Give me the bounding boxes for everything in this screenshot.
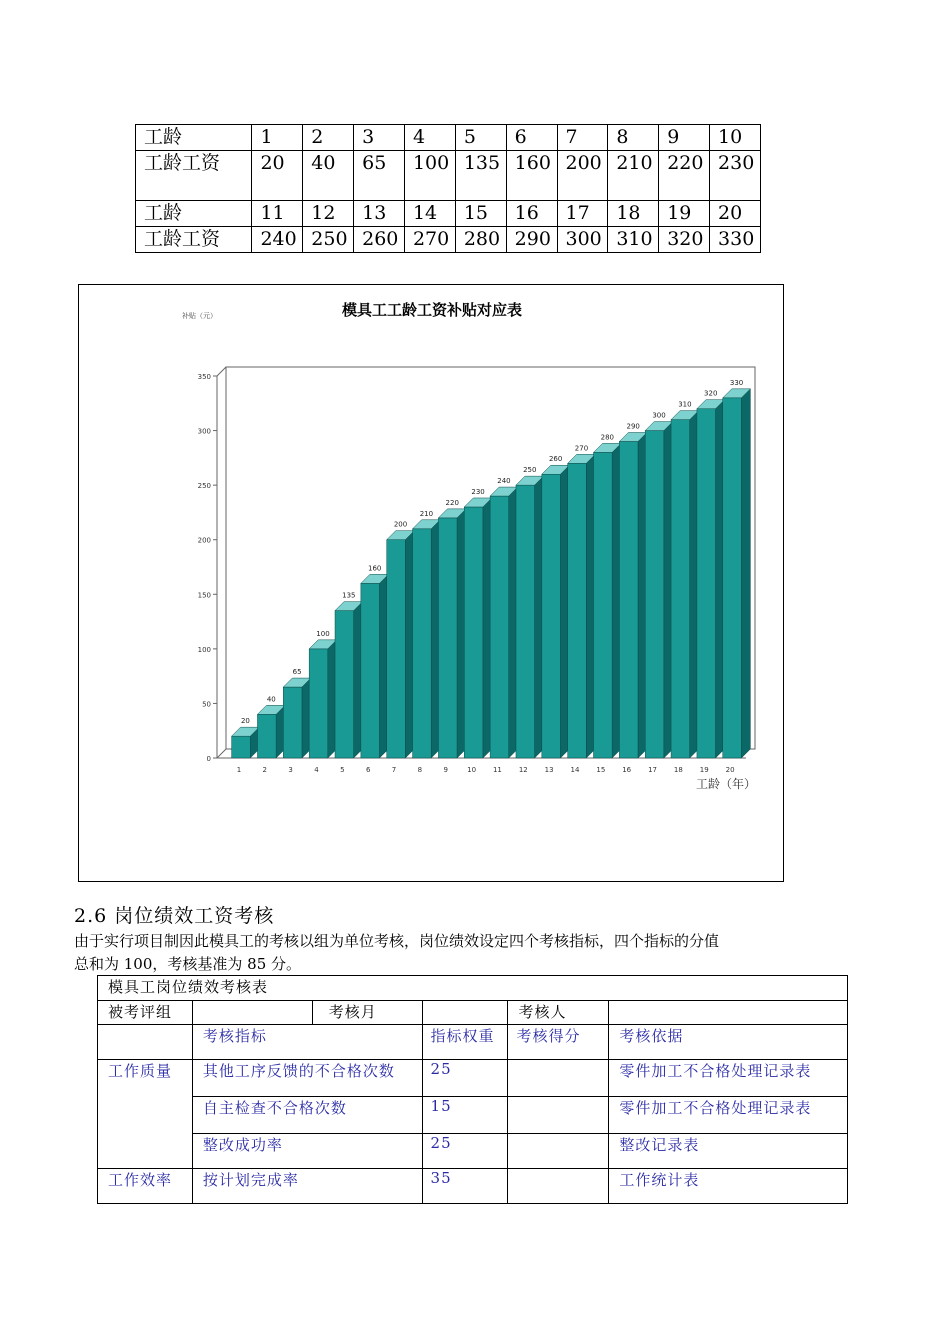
wage-cell: 100 [404, 151, 455, 201]
age-cell: 2 [303, 125, 354, 151]
bar [490, 496, 509, 758]
score-cell[interactable] [508, 1060, 609, 1097]
x-tick-label: 11 [492, 766, 502, 774]
age-cell: 13 [354, 201, 405, 227]
bar [671, 420, 690, 758]
x-axis-label: 工龄（年） [695, 777, 756, 791]
bar [645, 431, 664, 758]
score-cell[interactable] [508, 1169, 609, 1204]
wage-cell: 320 [659, 227, 710, 253]
age-cell: 6 [506, 125, 557, 151]
age-cell: 20 [710, 201, 761, 227]
header-basis: 考核依据 [609, 1025, 848, 1060]
wage-cell: 310 [608, 227, 659, 253]
bar [335, 611, 354, 758]
bar [438, 518, 457, 758]
x-tick-label: 10 [467, 766, 477, 774]
category-quality: 工作质量 [98, 1060, 193, 1169]
age-cell: 18 [608, 201, 659, 227]
bar [283, 687, 302, 758]
weight-cell: 25 [422, 1134, 508, 1169]
bar [413, 529, 432, 758]
age-cell: 4 [404, 125, 455, 151]
bar [619, 441, 638, 758]
indicator-cell: 其他工序反馈的不合格次数 [192, 1060, 422, 1097]
age-cell: 9 [659, 125, 710, 151]
wage-cell: 300 [557, 227, 608, 253]
data-label: 20 [240, 717, 250, 726]
x-tick-label: 19 [699, 766, 709, 774]
wage-cell: 160 [506, 151, 557, 201]
x-tick-label: 14 [570, 766, 580, 774]
age-label: 工龄 [136, 201, 252, 227]
wage-cell: 135 [455, 151, 506, 201]
data-label: 320 [704, 389, 718, 398]
wall-edge [217, 367, 226, 376]
x-tick-label: 15 [596, 766, 606, 774]
group-label: 被考评组 [98, 1001, 193, 1025]
table-row [136, 125, 761, 151]
month-value[interactable] [422, 1001, 508, 1025]
wage-cell: 220 [659, 151, 710, 201]
y-tick-label: 250 [197, 482, 211, 491]
wage-chart [78, 284, 784, 882]
data-label: 160 [367, 564, 382, 573]
month-label: 考核月 [312, 1001, 422, 1025]
indicator-cell: 自主检查不合格次数 [192, 1097, 422, 1134]
bar-side [741, 389, 750, 758]
y-tick-label: 350 [197, 373, 211, 381]
x-tick-label: 17 [648, 766, 657, 774]
wage-cell: 230 [710, 151, 761, 201]
bar [568, 463, 587, 758]
y-tick-label: 150 [197, 591, 211, 600]
y-tick-label: 300 [197, 427, 211, 436]
x-tick-label: 5 [340, 766, 345, 774]
table-row [136, 227, 761, 253]
basis-cell: 零件加工不合格处理记录表 [609, 1097, 848, 1134]
table-row [98, 1060, 848, 1097]
data-label: 270 [574, 444, 589, 453]
bar [309, 649, 328, 758]
paragraph-line: 总和为 100，考核基准为 85 分。 [74, 955, 302, 973]
table-row [98, 1097, 848, 1134]
x-tick-label: 12 [518, 766, 528, 774]
y-axis-label: 补贴（元） [182, 312, 217, 320]
bar [464, 507, 483, 758]
age-label: 工龄 [136, 125, 252, 151]
data-label: 65 [292, 668, 302, 677]
table-row [98, 1001, 848, 1025]
y-tick-label: 50 [202, 700, 211, 709]
floor-edge [217, 749, 226, 758]
data-label: 250 [523, 466, 537, 475]
data-label: 230 [471, 487, 485, 496]
x-tick-label: 6 [365, 766, 371, 774]
x-tick-label: 3 [288, 766, 293, 774]
age-cell: 10 [710, 125, 761, 151]
wage-cell: 270 [404, 227, 455, 253]
group-value[interactable] [192, 1001, 312, 1025]
data-label: 290 [626, 422, 640, 431]
data-label: 200 [393, 520, 408, 529]
wage-cell: 240 [252, 227, 303, 253]
wage-label: 工龄工资 [136, 227, 252, 253]
weight-cell: 25 [422, 1060, 508, 1097]
wage-label: 工龄工资 [136, 151, 252, 201]
score-cell[interactable] [508, 1134, 609, 1169]
category-efficiency: 工作效率 [98, 1169, 193, 1204]
header-score: 考核得分 [508, 1025, 609, 1060]
age-cell: 14 [404, 201, 455, 227]
age-cell: 11 [252, 201, 303, 227]
paragraph-line: 由于实行项目制因此模具工的考核以组为单位考核，岗位绩效设定四个考核指标，四个指标的分值 [74, 932, 720, 950]
wage-cell: 280 [455, 227, 506, 253]
age-cell: 12 [303, 201, 354, 227]
table-title: 模具工岗位绩效考核表 [98, 976, 848, 1001]
data-label: 220 [445, 498, 459, 507]
bar [723, 398, 742, 758]
wage-cell: 260 [354, 227, 405, 253]
wage-cell: 290 [506, 227, 557, 253]
x-tick-label: 8 [417, 766, 423, 774]
x-tick-label: 9 [443, 766, 448, 774]
x-tick-label: 7 [391, 766, 397, 774]
age-cell: 5 [455, 125, 506, 151]
data-label: 135 [342, 591, 356, 600]
indicator-cell: 整改成功率 [192, 1134, 422, 1169]
performance-table [97, 975, 848, 1204]
header-weight: 指标权重 [422, 1025, 508, 1060]
bar [697, 409, 716, 758]
header-empty [98, 1025, 193, 1060]
wage-cell: 200 [557, 151, 608, 201]
person-value[interactable] [609, 1001, 848, 1025]
basis-cell: 零件加工不合格处理记录表 [609, 1060, 848, 1097]
wage-cell: 40 [303, 151, 354, 201]
x-tick-label: 20 [725, 766, 735, 774]
wage-cell: 20 [252, 151, 303, 201]
wage-cell: 250 [303, 227, 354, 253]
chart-title: 模具工工龄工资补贴对应表 [341, 301, 523, 319]
bar [594, 452, 613, 758]
y-tick-label: 200 [197, 536, 211, 545]
data-label: 210 [419, 509, 434, 518]
data-label: 260 [548, 455, 563, 464]
data-label: 40 [266, 695, 276, 704]
wage-cell: 65 [354, 151, 405, 201]
age-cell: 15 [455, 201, 506, 227]
bar [387, 540, 406, 758]
basis-cell: 工作统计表 [609, 1169, 848, 1204]
age-cell: 16 [506, 201, 557, 227]
weight-cell: 15 [422, 1097, 508, 1134]
age-cell: 3 [354, 125, 405, 151]
bar [516, 485, 535, 758]
table-row [98, 1134, 848, 1169]
indicator-cell: 按计划完成率 [192, 1169, 422, 1204]
age-cell: 8 [608, 125, 659, 151]
data-label: 330 [729, 378, 744, 387]
wage-table [135, 124, 761, 253]
weight-cell: 35 [422, 1169, 508, 1204]
table-row [136, 201, 761, 227]
y-tick-label: 100 [197, 645, 211, 654]
wage-cell: 330 [710, 227, 761, 253]
chart-svg [79, 285, 783, 881]
data-label: 100 [316, 629, 330, 638]
x-tick-label: 18 [673, 766, 683, 774]
table-row [98, 1025, 848, 1060]
x-tick-label: 4 [314, 766, 319, 774]
x-tick-label: 2 [262, 766, 268, 774]
table-row [98, 976, 848, 1001]
age-cell: 7 [557, 125, 608, 151]
x-tick-label: 1 [236, 766, 242, 774]
data-label: 300 [652, 411, 666, 420]
bar [542, 474, 561, 758]
person-label: 考核人 [508, 1001, 609, 1025]
bar [232, 736, 251, 758]
section-heading: 2.6 岗位绩效工资考核 [74, 905, 275, 927]
data-label: 280 [600, 433, 615, 442]
x-tick-label: 13 [544, 766, 554, 774]
bar [257, 714, 276, 758]
x-tick-label: 16 [622, 766, 632, 774]
data-label: 310 [678, 400, 692, 409]
score-cell[interactable] [508, 1097, 609, 1134]
table-row [98, 1169, 848, 1204]
data-label: 240 [497, 477, 511, 486]
wage-cell: 210 [608, 151, 659, 201]
table-row [136, 151, 761, 201]
y-tick-label: 0 [206, 755, 211, 763]
age-cell: 1 [252, 125, 303, 151]
basis-cell: 整改记录表 [609, 1134, 848, 1169]
age-cell: 17 [557, 201, 608, 227]
bar [361, 583, 380, 758]
age-cell: 19 [659, 201, 710, 227]
header-indicator: 考核指标 [192, 1025, 422, 1060]
